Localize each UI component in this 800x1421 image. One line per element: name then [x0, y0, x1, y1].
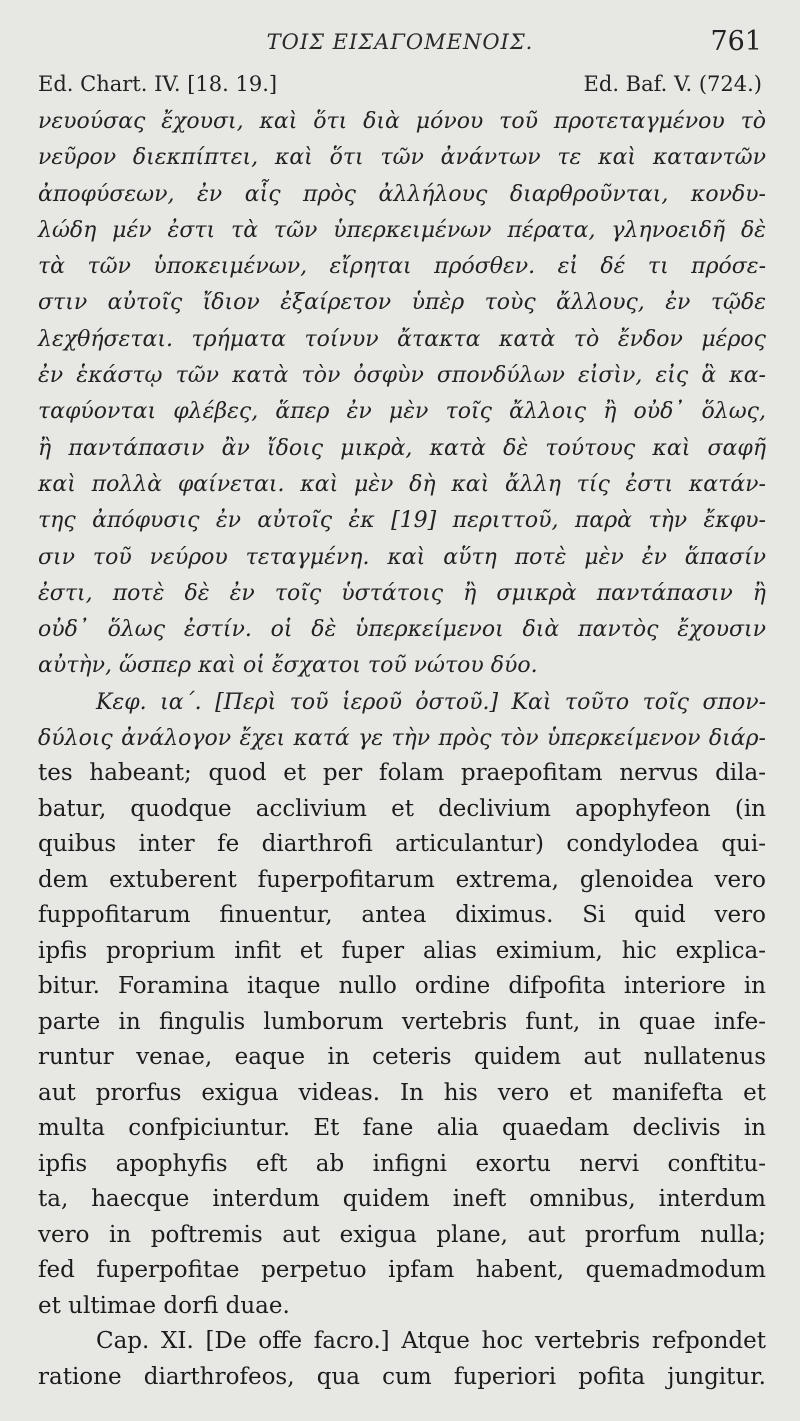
latin-line: ratione diarthrofeos, qua cum fuperiori pofita jungitur. — [38, 1363, 766, 1390]
latin-line: vero in poftremis aut exigua plane, aut prorfum nulla; — [38, 1221, 766, 1248]
greek-line: νευούσας ἔχουσι, καὶ ὅτι διὰ μόνου τοῦ προτεταγμένου τὸ — [38, 109, 766, 134]
latin-line: quibus inter fe diarthrofi articulantur) condylodea qui- — [38, 831, 766, 857]
greek-line: δύλοις ἀνάλογον ἔχει κατά γε τὴν πρὸς τὸν ὑπερκείμενον διάρ- — [38, 726, 766, 752]
latin-line: fed fuperpofitae perpetuo ipfam habent, quemadmodum — [38, 1257, 766, 1283]
latin-line: dem extuberent fuperpofitarum extrema, glenoidea vero — [38, 866, 766, 893]
greek-line: καὶ πολλὰ φαίνεται. καὶ μὲν δὴ καὶ ἄλλη τίς ἐστι κατάν- — [38, 471, 766, 497]
edition-basel-reference: Ed. Baf. V. (724.) — [583, 72, 762, 96]
latin-line: fuppofitarum finuentur, antea diximus. Si quid vero — [38, 902, 766, 928]
greek-chapter-heading-line: Κεφ. ια΄. [Περὶ τοῦ ἱεροῦ ὀστοῦ.] Καὶ τοῦτο τοῖς σπον- — [96, 689, 766, 715]
running-title: ΤΟΙΣ ΕΙΣΑΓΟΜΕΝΟΙΣ. — [266, 30, 534, 54]
greek-line: αὐτὴν, ὥσπερ καὶ οἱ ἔσχατοι τοῦ νώτου δύο. — [38, 653, 538, 679]
latin-line: runtur venae, eaque in ceteris quidem aut nullatenus — [38, 1044, 766, 1070]
latin-line: multa confpiciuntur. Et fane alia quaedam declivis in — [38, 1115, 766, 1141]
greek-line: λώδη μέν ἐστι τὰ τῶν ὑπερκειμένων πέρατα, γληνοειδῆ δὲ — [38, 217, 766, 243]
latin-line: parte in fingulis lumborum vertebris funt, in quae infe- — [38, 1008, 766, 1035]
greek-line: ταφύονται φλέβες, ἅπερ ἐν μὲν τοῖς ἄλλοις ἢ οὐδ᾽ ὅλως, — [38, 399, 766, 425]
greek-line: ἐστι, ποτὲ δὲ ἐν τοῖς ὑστάτοις ἢ σμικρὰ παντάπασιν ἢ — [38, 580, 766, 606]
greek-line: ἢ παντάπασιν ἂν ἴδοις μικρὰ, κατὰ δὲ τούτους καὶ σαφῆ — [38, 435, 766, 461]
greek-line: νεῦρον διεκπίπτει, καὶ ὅτι τῶν ἀνάντων τε καὶ καταντῶν — [38, 145, 766, 171]
greek-line: της ἀπόφυσις ἐν αὐτοῖς ἐκ [19] περιττοῦ, παρὰ τὴν ἔκφυ- — [38, 508, 766, 534]
greek-line: οὐδ᾽ ὅλως ἐστίν. οἱ δὲ ὑπερκείμενοι διὰ παντὸς ἔχουσιν — [38, 617, 766, 643]
latin-line: tes habeant; quod et per folam praepofitam nervus dila- — [38, 760, 766, 786]
latin-line: ipfis apophyfis eft ab infigni exortu nervi conftitu- — [38, 1150, 766, 1177]
edition-reference-line — [38, 72, 762, 102]
latin-line: ipfis proprium infit et fuper alias eximium, hic explica- — [38, 937, 766, 964]
latin-line: ta, haecque interdum quidem ineft omnibus, interdum — [38, 1186, 766, 1212]
latin-line: aut prorfus exigua videas. In his vero et manifefta et — [38, 1079, 766, 1106]
greek-line: τὰ τῶν ὑποκειμένων, εἴρηται πρόσθεν. εἰ δέ τι πρόσε- — [38, 254, 766, 280]
latin-line: bitur. Foramina itaque nullo ordine difpofita interiore in — [38, 973, 766, 999]
edition-chartier-reference: Ed. Chart. IV. [18. 19.] — [38, 72, 278, 96]
latin-line: et ultimae dorfi duae. — [38, 1292, 290, 1319]
latin-line: batur, quodque acclivium et declivium apophyfeon (in — [38, 795, 766, 822]
running-head — [0, 26, 800, 62]
greek-line: στιν αὐτοῖς ἴδιον ἐξαίρετον ὑπὲρ τοὺς ἄλλους, ἐν τῷδε — [38, 290, 766, 316]
greek-line: λεχθήσεται. τρήματα τοίνυν ἄτακτα κατὰ τὸ ἔνδον μέρος — [38, 326, 766, 352]
greek-text-block — [38, 104, 766, 757]
greek-line: ἐν ἑκάστῳ τῶν κατὰ τὸν ὀσφὺν σπονδύλων εἰσὶν, εἰς ἃ κα- — [38, 363, 766, 389]
latin-text-block — [38, 756, 766, 1395]
greek-line: σιν τοῦ νεύρου τεταγμένη. καὶ αὕτη ποτὲ μὲν ἐν ἅπασίν — [38, 544, 766, 570]
page-number: 761 — [710, 26, 762, 57]
greek-line: ἀποφύσεων, ἐν αἷς πρὸς ἀλλήλους διαρθροῦνται, κονδυ- — [38, 181, 766, 207]
latin-chapter-heading-line: Cap. XI. [De offe facro.] Atque hoc vertebris refpondet — [96, 1328, 766, 1354]
